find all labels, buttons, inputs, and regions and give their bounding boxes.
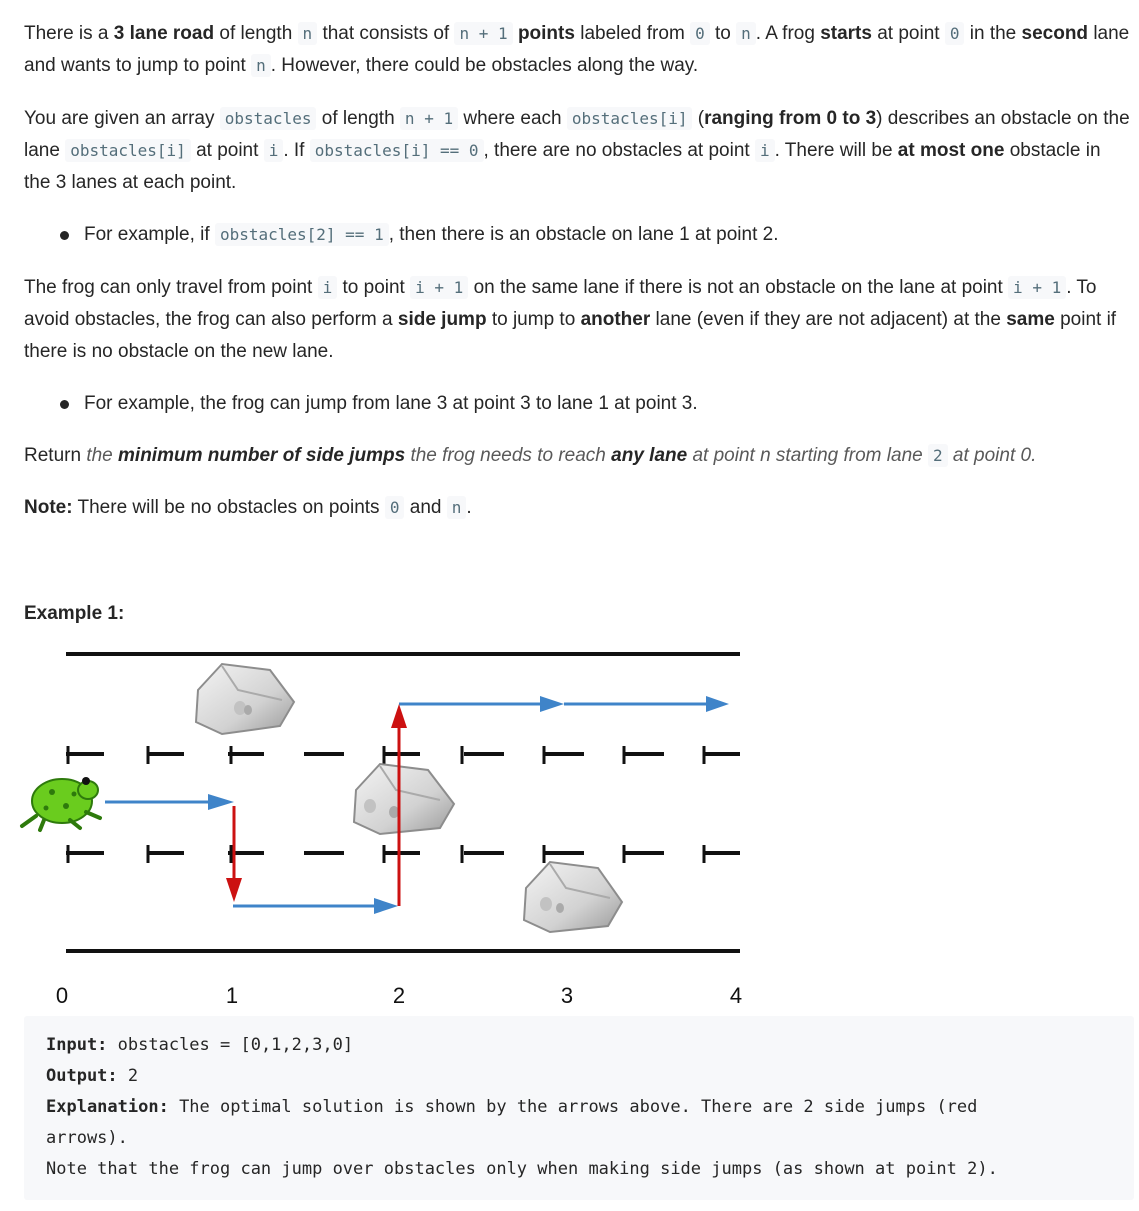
inline-code: 2	[928, 444, 948, 467]
inline-code: n + 1	[454, 22, 512, 45]
inline-code: i	[264, 139, 284, 162]
inline-code: obstacles	[220, 107, 317, 130]
paragraph-intro: There is a 3 lane road of length n that consists of n + 1 points labeled from 0 to n . A frog starts at point 0 in the second lane and wants to jump to point n . However, there could be obstacles along the way.	[24, 23, 1130, 76]
point-label-0: 0	[55, 983, 69, 1008]
inline-code: obstacles[2] == 1	[215, 223, 389, 246]
inline-code: n + 1	[400, 107, 458, 130]
inline-code: 0	[690, 22, 710, 45]
note-line: Note that the frog can jump over obstacles only when making side jumps (as shown at point 2).	[46, 1159, 998, 1179]
inline-code: i	[755, 139, 775, 162]
point-label-2: 2	[392, 983, 406, 1008]
paragraph-return: Return the minimum number of side jumps the frog needs to reach any lane at point n starting from lane 2 at point 0.	[24, 445, 1037, 466]
point-label-1: 1	[225, 983, 239, 1008]
bullet-example-obstacle: For example, if obstacles[2] == 1 , then there is an obstacle on lane 1 at point 2.	[84, 224, 779, 245]
example-title: Example 1:	[24, 603, 125, 624]
inline-code: i + 1	[410, 276, 468, 299]
explanation-line-cont: arrows).	[46, 1128, 128, 1148]
inline-code: n	[298, 22, 318, 45]
inline-code: n	[251, 54, 271, 77]
paragraph-note: Note: There will be no obstacles on points 0 and n .	[24, 497, 472, 518]
inline-code: 0	[945, 22, 965, 45]
point-label-4: 4	[729, 983, 743, 1008]
explanation-line: Explanation: The optimal solution is shown by the arrows above. There are 2 side jumps (red	[46, 1097, 978, 1117]
inline-code: 0	[385, 496, 405, 519]
rock-lane2-point2	[354, 764, 454, 834]
bullet-example-jump: For example, the frog can jump from lane 3 at point 3 to lane 1 at point 3.	[84, 393, 698, 414]
inline-code: n	[736, 22, 756, 45]
rock-lane3-point3	[524, 862, 622, 932]
inline-code: i + 1	[1008, 276, 1066, 299]
point-label-3: 3	[560, 983, 574, 1008]
inline-code: obstacles[i] == 0	[310, 139, 484, 162]
input-line: Input: obstacles = [0,1,2,3,0]	[46, 1035, 354, 1055]
output-line: Output: 2	[46, 1066, 139, 1086]
inline-code: n	[447, 496, 467, 519]
inline-code: i	[318, 276, 338, 299]
frog-road-diagram	[0, 630, 800, 1010]
inline-code: obstacles[i]	[65, 139, 191, 162]
paragraph-movement: The frog can only travel from point i to point i + 1 on the same lane if there is not an obstacle on the lane at point i + 1 . To avoid obstacles, the frog can also perform a side jump to jump to another lane (even if they are not adjacent) at the same point if there is no obstacle on the new lane.	[24, 277, 1117, 362]
paragraph-obstacles: You are given an array obstacles of length n + 1 where each obstacles[i] (ranging from 0 to 3) describes an obstacle on the lane obstacles[i] at point i . If obstacles[i] == 0 , there are no obstacles at point i . There will be at most one obstacle in the 3 lanes at each point.	[24, 108, 1130, 193]
bullet-point	[60, 231, 69, 240]
frog-icon	[22, 777, 100, 830]
example-code-block	[24, 1016, 1134, 1200]
rock-lane1-point1	[196, 664, 294, 734]
bullet-point	[60, 400, 69, 409]
inline-code: obstacles[i]	[567, 107, 693, 130]
